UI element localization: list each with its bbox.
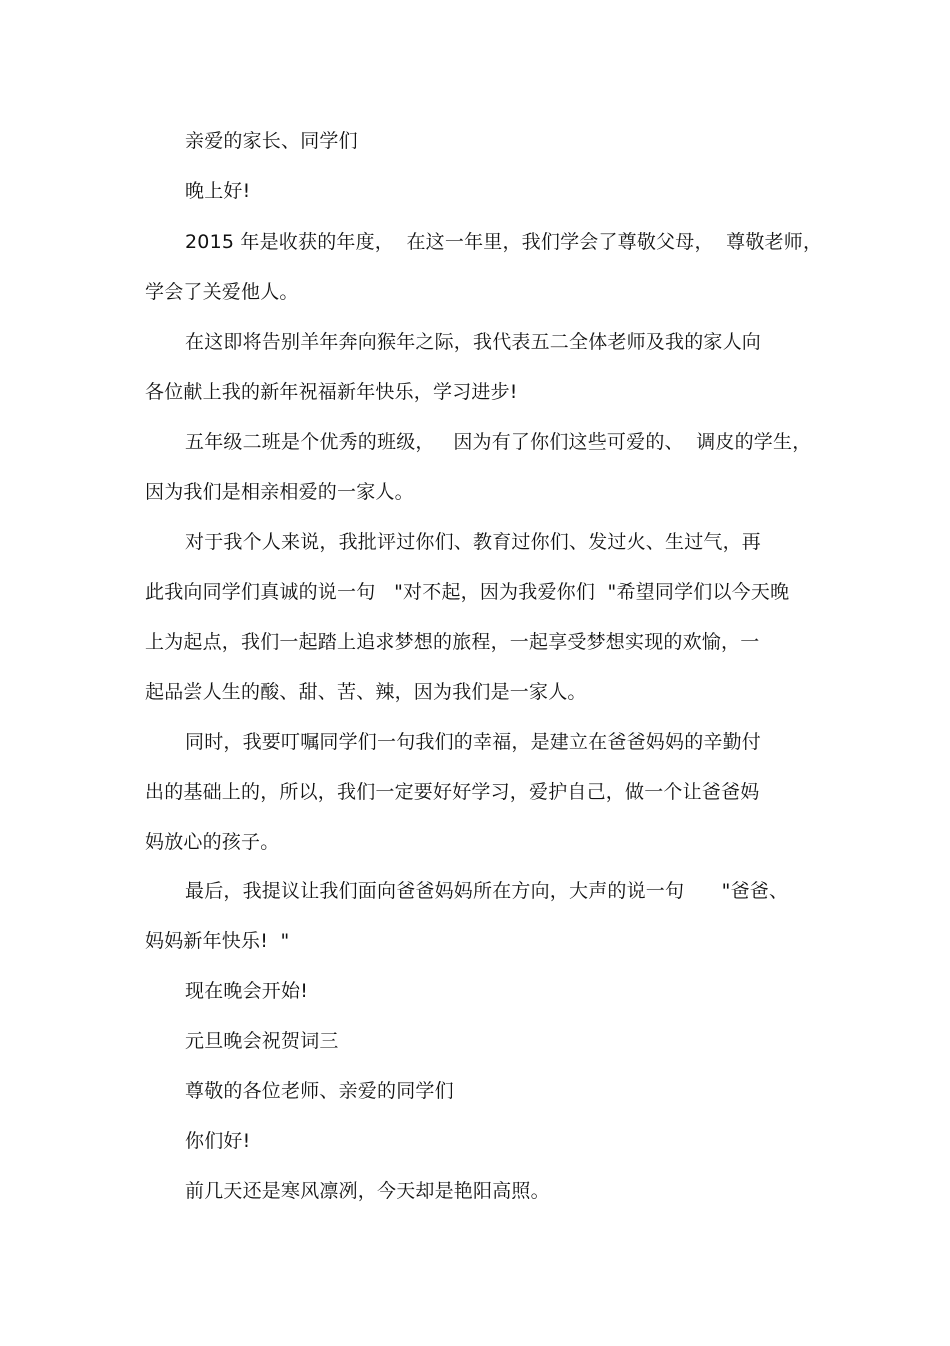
- opening-line: 现在晚会开始!: [185, 980, 309, 1002]
- section-title: 元旦晚会祝贺词三: [185, 1030, 339, 1052]
- greeting-line: 晚上好!: [185, 180, 251, 202]
- paragraph-4-line-4: 起品尝人生的酸、甜、苦、辣，因为我们是一家人。: [145, 681, 587, 703]
- paragraph-2-line-2: 各位献上我的新年祝福新年快乐，学习进步!: [145, 381, 518, 403]
- paragraph-5-line-3: 妈放心的孩子。: [145, 831, 280, 853]
- paragraph-7-line-1: 前几天还是寒风凛冽，今天却是艳阳高照。: [185, 1180, 550, 1202]
- paragraph-6-line-1: 最后，我提议让我们面向爸爸妈妈所在方向，大声的说一句 "爸爸、: [185, 880, 789, 902]
- paragraph-2-line-1: 在这即将告别羊年奔向猴年之际，我代表五二全体老师及我的家人向: [185, 331, 762, 353]
- paragraph-6-line-2: 妈妈新年快乐! ": [145, 930, 290, 952]
- paragraph-4-line-2: 此我向同学们真诚的说一句 "对不起，因为我爱你们 "希望同学们以今天晚: [145, 581, 790, 603]
- paragraph-4-line-1: 对于我个人来说，我批评过你们、教育过你们、发过火、生过气，再: [185, 531, 762, 553]
- paragraph-1-line-1: 2015 年是收获的年度， 在这一年里，我们学会了尊敬父母， 尊敬老师，: [185, 231, 823, 253]
- paragraph-1-line-2: 学会了关爱他人。: [145, 281, 299, 303]
- salutation-line: 亲爱的家长、同学们: [185, 130, 358, 152]
- greeting-line-2: 你们好!: [185, 1130, 251, 1152]
- paragraph-5-line-2: 出的基础上的，所以，我们一定要好好学习，爱护自己，做一个让爸爸妈: [145, 781, 760, 803]
- paragraph-3-line-1: 五年级二班是个优秀的班级， 因为有了你们这些可爱的、 调皮的学生，: [185, 431, 812, 453]
- salutation-line-2: 尊敬的各位老师、亲爱的同学们: [185, 1080, 454, 1102]
- paragraph-5-line-1: 同时，我要叮嘱同学们一句我们的幸福，是建立在爸爸妈妈的辛勤付: [185, 731, 762, 753]
- paragraph-3-line-2: 因为我们是相亲相爱的一家人。: [145, 481, 414, 503]
- paragraph-4-line-3: 上为起点，我们一起踏上追求梦想的旅程，一起享受梦想实现的欢愉，一: [145, 631, 760, 653]
